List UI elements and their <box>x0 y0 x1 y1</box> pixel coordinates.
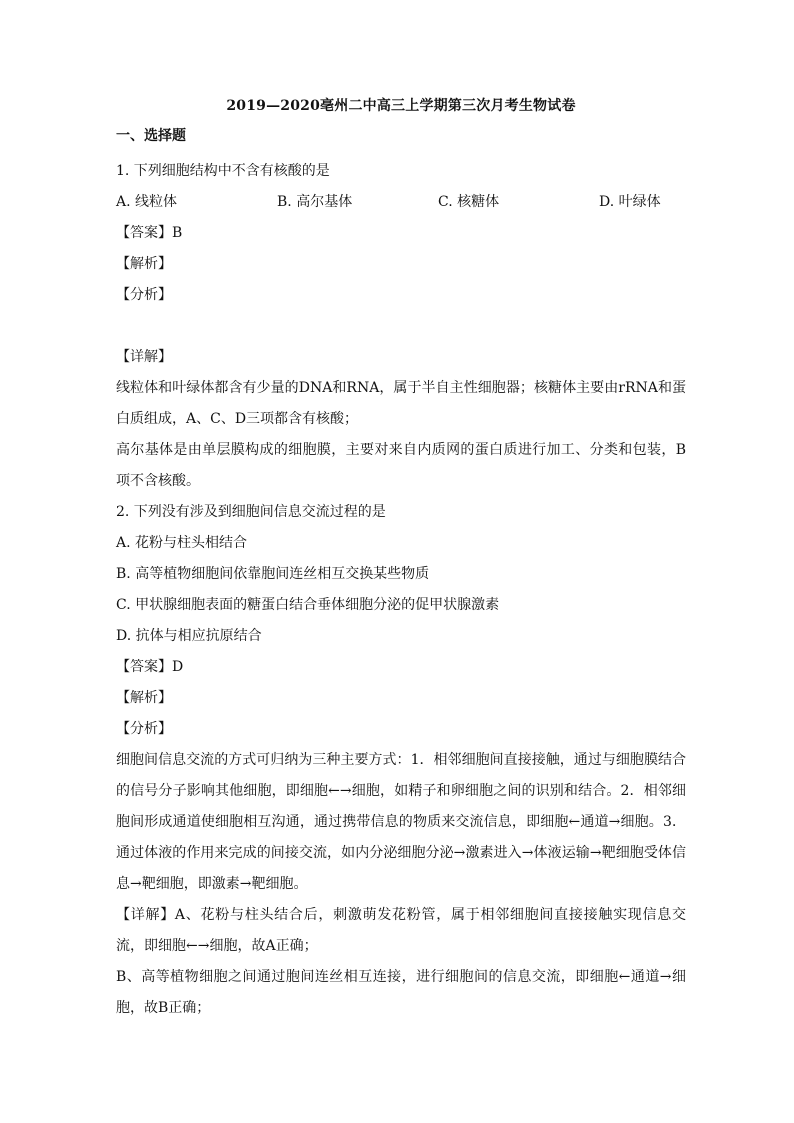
question-2-detail-b: B、高等植物细胞之间通过胞间连丝相互连接，进行细胞间的信息交流，即细胞←通道→细胞，故B正确； <box>116 969 686 1016</box>
section-heading: 一、选择题 <box>116 128 186 144</box>
question-2-option-d: D. 抗体与相应抗原结合 <box>116 628 262 644</box>
question-2-detail-a: 【详解】A、花粉与柱头结合后，刺激萌发花粉管，属于相邻细胞间直接接触实现信息交流，即细胞←→细胞，故A正确； <box>116 907 686 954</box>
question-1-option-b: B. 高尔基体 <box>277 194 353 210</box>
question-1-jiexi-label: 【解析】 <box>116 256 172 272</box>
question-2-option-c: C. 甲状腺细胞表面的糖蛋白结合垂体细胞分泌的促甲状腺激素 <box>116 597 500 613</box>
blank-line <box>116 311 686 342</box>
question-2-jiexi-label: 【解析】 <box>116 690 172 706</box>
exam-title: 2019—2020亳州二中高三上学期第三次月考生物试卷 <box>226 98 576 114</box>
question-2-option-b: B. 高等植物细胞间依靠胞间连丝相互交换某些物质 <box>116 566 430 582</box>
question-1-detail-paragraph-1: 线粒体和叶绿体都含有少量的DNA和RNA，属于半自主性细胞器；核糖体主要由rRNA和蛋白质组成，A、C、D三项都含有核酸； <box>116 380 686 427</box>
question-2-option-a: A. 花粉与柱头相结合 <box>116 535 248 551</box>
question-1-stem: 1. 下列细胞结构中不含有核酸的是 <box>116 163 330 179</box>
question-2-fenxi-label: 【分析】 <box>116 721 172 737</box>
question-2-answer: 【答案】D <box>116 659 184 675</box>
question-1-option-a: A. 线粒体 <box>116 194 178 210</box>
question-2-stem: 2. 下列没有涉及到细胞间信息交流过程的是 <box>116 504 386 520</box>
question-1-detail-paragraph-2: 高尔基体是由单层膜构成的细胞膜，主要对来自内质网的蛋白质进行加工、分类和包装，B项不含核酸。 <box>116 442 686 489</box>
document-page <box>116 96 686 1024</box>
question-1-option-c: C. 核糖体 <box>438 194 500 210</box>
question-1-option-d: D. 叶绿体 <box>599 194 661 210</box>
question-1-options <box>116 187 686 218</box>
question-2-analysis: 细胞间信息交流的方式可归纳为三种主要方式：1．相邻细胞间直接接触，通过与细胞膜结合的信号分子影响其他细胞，即细胞←→细胞，如精子和卵细胞之间的识别和结合。2．相邻细胞间形成通道使细胞相互沟通，通过携带信息的物质来交流信息，即细胞←通道→细胞。3．通过体液的作用来完成的间接交流，如内分泌细胞分泌→激素进入→体液运输→靶细胞受体信息→靶细胞，即激素→靶细胞。 <box>116 752 686 892</box>
question-1-fenxi-label: 【分析】 <box>116 287 172 303</box>
question-1-answer: 【答案】B <box>116 225 183 241</box>
question-1-xiangjie-label: 【详解】 <box>116 349 172 365</box>
